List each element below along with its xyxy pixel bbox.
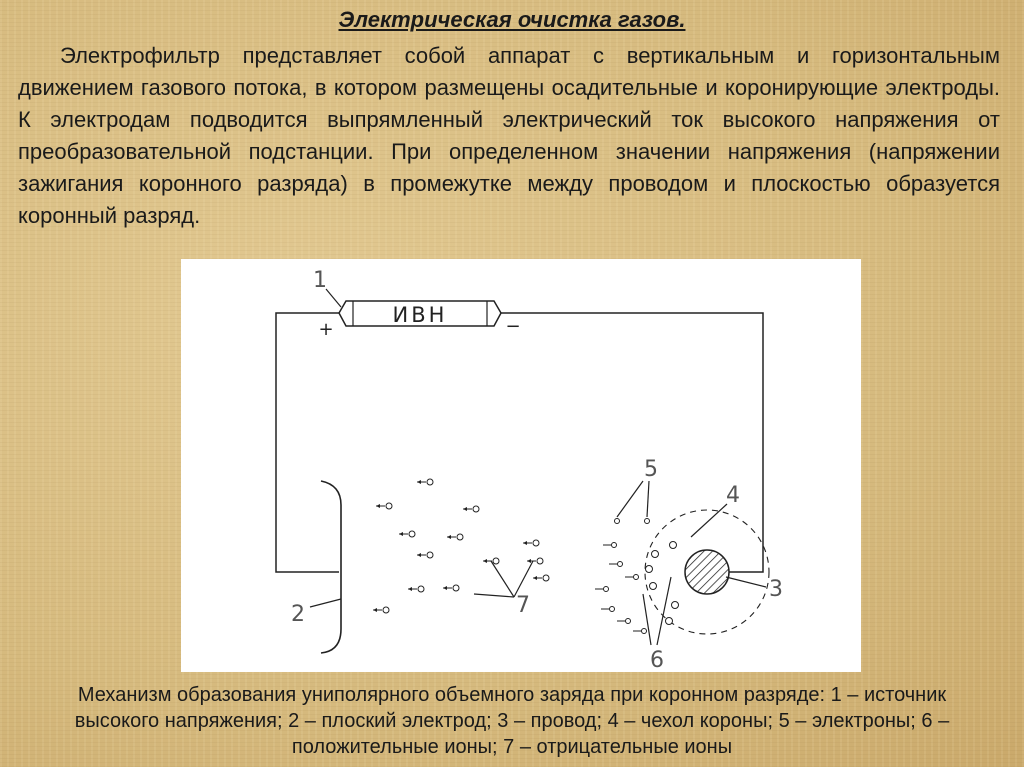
- leader-6b: [657, 577, 671, 645]
- leader-7b: [491, 561, 514, 597]
- label-6: 6: [650, 648, 664, 672]
- leader-3: [726, 577, 766, 587]
- electron-marks: [615, 519, 650, 524]
- plate-electrode: [321, 481, 341, 653]
- negative-ion-marks: [373, 479, 647, 634]
- label-3: 3: [769, 577, 783, 602]
- leader-5a: [617, 481, 643, 517]
- label-2: 2: [291, 602, 305, 627]
- circuit-wire-left: [276, 313, 339, 572]
- minus-sign: −: [505, 316, 521, 337]
- leader-5b: [647, 481, 649, 517]
- label-7: 7: [516, 593, 530, 618]
- corona-diagram: [181, 259, 861, 672]
- plus-sign: +: [318, 319, 334, 340]
- leader-2: [310, 599, 341, 607]
- source-label: ИВН: [392, 303, 448, 327]
- body-paragraph: Электрофильтр представляет собой аппарат с вертикальным и горизонтальным движением газового потока, в котором размещены осадительные и коронирующие электроды. К электродам подводится выпрямленный электрический ток высокого напряжения от преобразовательной подстанции. При определенном значении напряжения (напряжении зажигания коронного разряда) в промежутке между проводом и плоскостью образуется коронный разряд.: [18, 43, 1000, 228]
- label-4: 4: [726, 483, 740, 508]
- circuit-wire-right: [501, 313, 763, 572]
- high-voltage-source: [339, 301, 501, 327]
- label-1: 1: [313, 268, 327, 293]
- leader-4: [691, 504, 727, 537]
- leader-7a: [474, 594, 514, 597]
- leader-1: [326, 289, 341, 307]
- slide-title: Электрическая очистка газов.: [338, 7, 686, 32]
- label-5: 5: [644, 457, 658, 482]
- figure-caption: Механизм образования униполярного объемного заряда при коронном разряде: 1 – источник высокого напряжения; 2 – плоский электрод; 3 – провод; 4 – чехол короны; 5 – электроны; 6 – положительные ионы; 7 – отрицательные ионы: [74, 684, 950, 758]
- leader-7c: [514, 561, 533, 597]
- positive-ion-marks: [646, 542, 679, 625]
- leader-6a: [643, 594, 651, 645]
- figure-panel: [181, 259, 861, 672]
- wire-electrode: [685, 550, 729, 594]
